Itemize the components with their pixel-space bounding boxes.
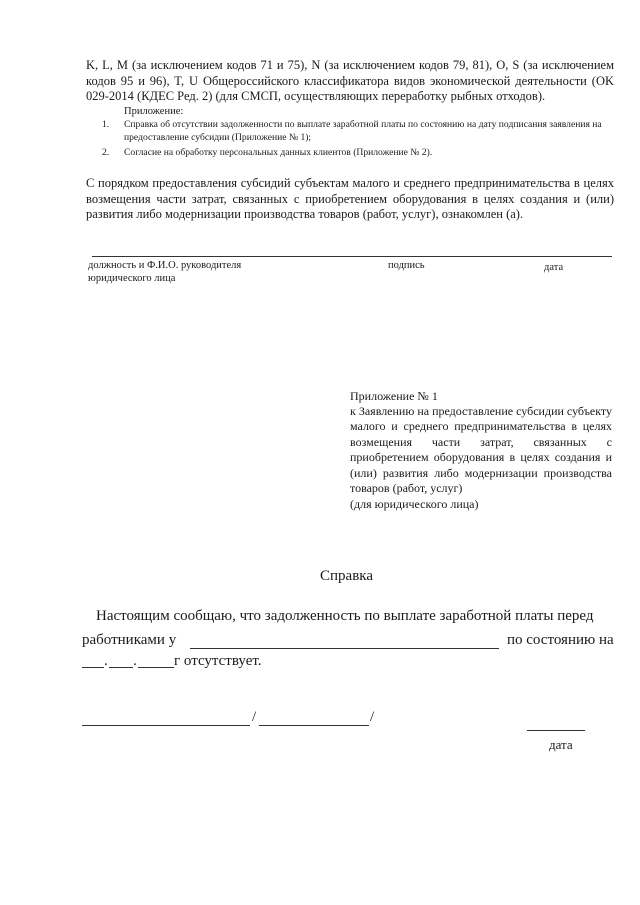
certificate-line-3-end: г отсутствует. — [174, 653, 262, 669]
certificate-date-label: дата — [549, 737, 573, 752]
signer-position-field[interactable] — [82, 725, 250, 726]
date-label: дата — [544, 262, 564, 273]
signature-field[interactable] — [259, 725, 369, 726]
attachment-text: Справка об отсутствии задолженности по выплате заработной платы по состоянию на дату подписания заявления на — [124, 119, 602, 130]
appendix-note: (для юридического лица) — [350, 497, 479, 511]
certificate-line-2-end: по состоянию на — [507, 632, 614, 648]
date-month-field[interactable] — [109, 667, 133, 668]
attachment-number: 2. — [102, 147, 110, 158]
date-separator-2: . — [133, 653, 137, 669]
certificate-line-1: Настоящим сообщаю, что задолженность по выплате заработной платы перед — [96, 608, 594, 624]
certificate-line-2-start: работниками у — [82, 632, 177, 648]
intro-paragraph: K, L, M (за исключением кодов 71 и 75), N (за исключением кодов 79, 81), O, S (за исключением кодов 95 и 96), T, U Общероссийского классификатора видов экономической деятельности (OK 029-2014 (КДЕС Ред. 2) (для СМСП, осуществляющих переработку рыбных отходов). — [86, 58, 614, 103]
signature-line — [92, 256, 612, 257]
appendix-title: Приложение № 1 — [350, 389, 438, 403]
attachment-item-2 — [102, 147, 622, 159]
date-day-field[interactable] — [82, 667, 104, 668]
appendix-text: к Заявлению на предоставление субсидии субъекту малого и среднего предпринимательства в целях возмещения части затрат, связанных с приобретением оборудования в целях создания и (или) развития либо модернизации производства товаров (работ, услуг) — [350, 404, 613, 496]
certificate-title: Справка — [320, 568, 373, 584]
attachments-heading: Приложение: — [124, 106, 184, 117]
organization-name-field[interactable] — [190, 648, 499, 649]
attachment-item-1 — [102, 119, 622, 131]
position-label: должность и Ф.И.О. руководителя — [88, 260, 242, 271]
position-label-cont: юридического лица — [88, 273, 176, 284]
slash-separator-2: / — [370, 709, 375, 725]
date-field[interactable] — [527, 730, 585, 731]
date-year-field[interactable] — [138, 667, 174, 668]
date-separator-1: . — [104, 653, 108, 669]
attachment-text: Согласие на обработку персональных данных клиентов (Приложение № 2). — [124, 147, 433, 158]
signature-label: подпись — [388, 260, 425, 271]
attachment-item-1-cont: предоставление субсидии (Приложение № 1); — [124, 132, 312, 143]
attachment-number: 1. — [102, 119, 110, 130]
acknowledgement-paragraph: С порядком предоставления субсидий субъектам малого и среднего предпринимательства в целях возмещения части затрат, связанных с приобретением оборудования в целях создания и (или) развития либо модернизации производства товаров (работ, услуг), ознакомлен (а). — [86, 176, 614, 221]
slash-separator-1: / — [252, 709, 257, 725]
